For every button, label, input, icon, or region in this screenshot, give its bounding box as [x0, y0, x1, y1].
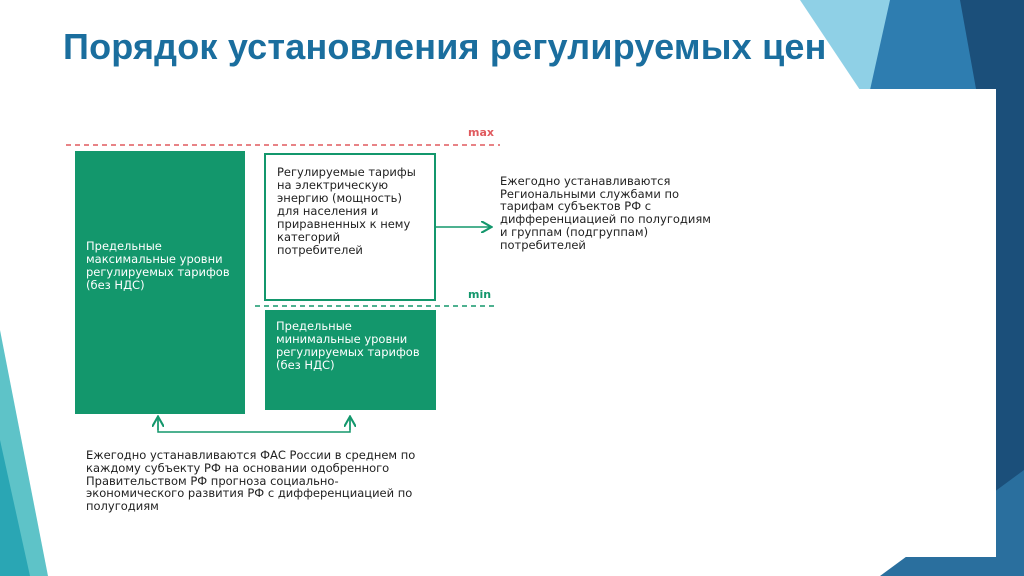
- regulated-tariffs-box: [264, 153, 436, 301]
- regional-services-note: Ежегодно устанавливаются Региональными службами по тарифам субъектов РФ с дифференциацией по полугодиям и группам (подгруппам) потребителей: [500, 174, 711, 252]
- min-label: min: [468, 288, 492, 301]
- page-title: Порядок установления регулируемых цен: [63, 26, 827, 67]
- max-label: max: [468, 126, 494, 139]
- max-levels-text: Предельные максимальные уровни регулируемых тарифов (без НДС): [86, 239, 230, 292]
- fas-note: Ежегодно устанавливаются ФАС России в среднем по каждому субъекту РФ на основании одобренного Правительством РФ прогноза социально-экономического развития РФ с дифференциацией по полугодиям: [86, 448, 416, 514]
- min-levels-box: [265, 310, 436, 410]
- regulated-tariffs-text: Регулируемые тарифы на электрическую энергию (мощность) для населения и приравненных к нему категорий потребителей: [277, 165, 416, 257]
- max-levels-box: [75, 151, 245, 414]
- min-levels-text: Предельные минимальные уровни регулируемых тарифов (без НДС): [276, 319, 420, 372]
